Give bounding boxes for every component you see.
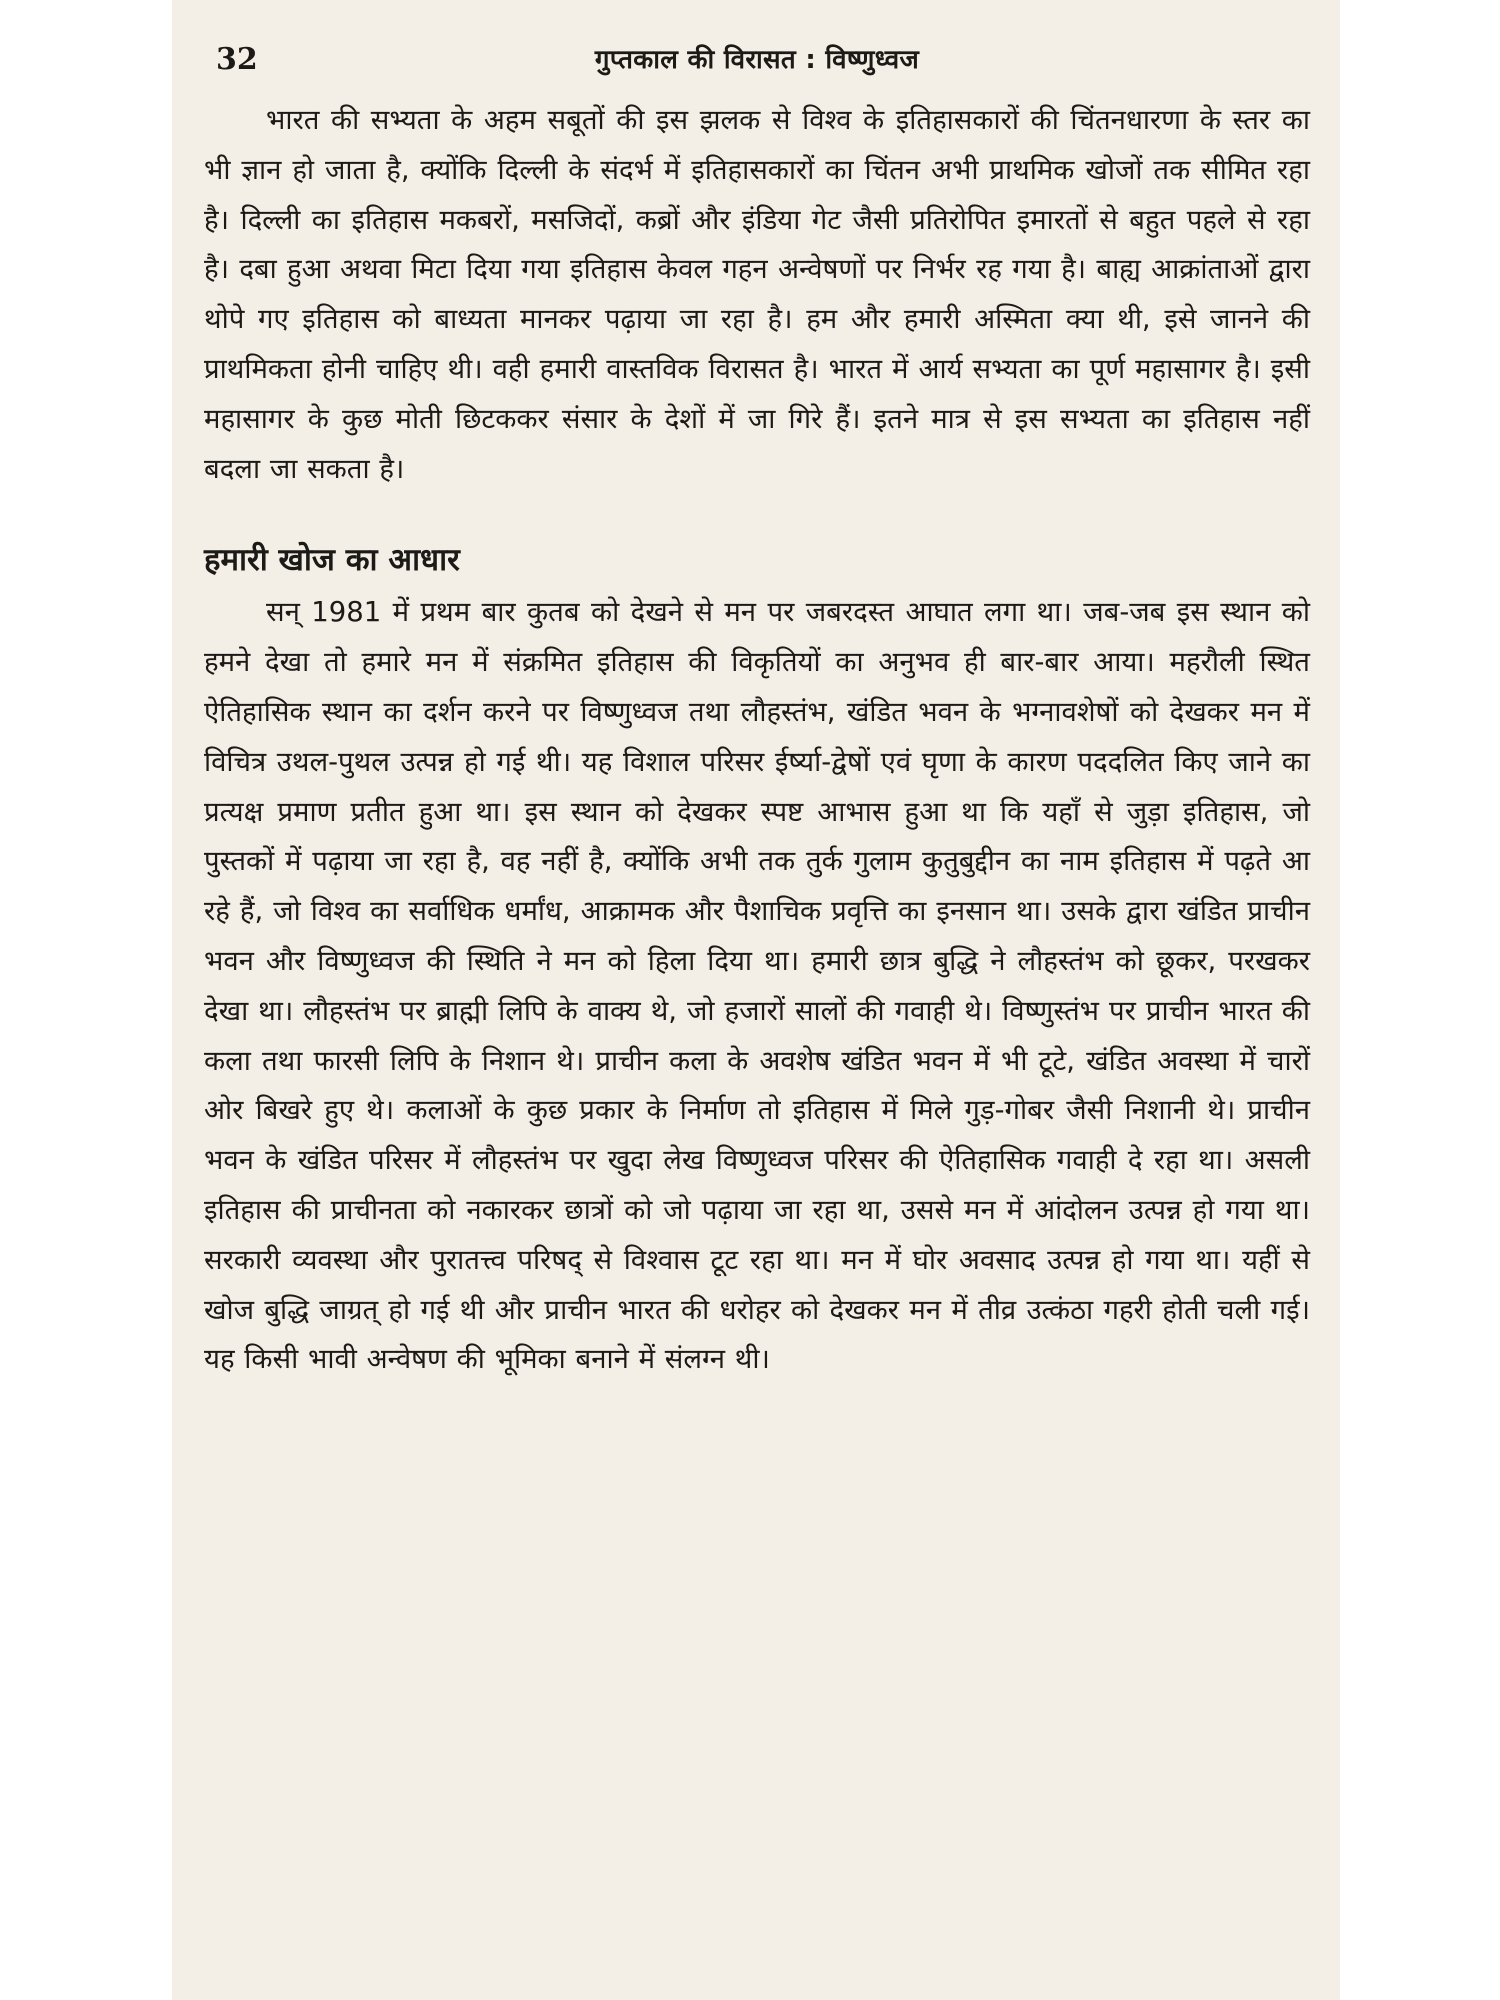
body-paragraph-2: सन् 1981 में प्रथम बार कुतब को देखने से मन पर जबरदस्त आघात लगा था। जब-जब इस स्थान को हमने देखा तो हमारे मन में संक्रमित इतिहास की विकृतियों का अनुभव ही बार-बार आया। महरौली स्थित ऐतिहासिक स्थान का दर्शन करने पर विष्णुध्वज तथा लौहस्तंभ, खंडित भवन के भग्नावशेषों को देखकर मन में विचित्र उथल-पुथल उत्पन्न हो गई थी। यह विशाल परिसर ईर्ष्या-द्वेषों एवं घृणा के कारण पददलित किए जाने का प्रत्यक्ष प्रमाण प्रतीत हुआ था। इस स्थान को देखकर स्पष्ट आभास हुआ था कि यहाँ से जुड़ा इतिहास, जो पुस्तकों में पढ़ाया जा रहा है, वह नहीं है, क्योंकि अभी तक तुर्क गुलाम कुतुबुद्दीन का नाम इतिहास में पढ़ते आ रहे हैं, जो विश्व का सर्वाधिक धर्मांध, आक्रामक और पैशाचिक प्रवृत्ति का इनसान था। उसके द्वारा खंडित प्राचीन भवन और विष्णुध्वज की स्थिति ने मन को हिला दिया था। हमारी छात्र बुद्धि ने लौहस्तंभ को छूकर, परखकर देखा था। लौहस्तंभ पर ब्राह्मी लिपि के वाक्य थे, जो हजारों सालों की गवाही थे। विष्णुस्तंभ पर प्राचीन भारत की कला तथा फारसी लिपि के निशान थे। प्राचीन कला के अवशेष खंडित भवन में भी टूटे, खंडित अवस्था में चारों ओर बिखरे हुए थे। कलाओं के कुछ प्रकार के निर्माण तो इतिहास में मिले गुड़-गोबर जैसी निशानी थे। प्राचीन भवन के खंडित परिसर में लौहस्तंभ पर खुदा लेख विष्णुध्वज परिसर की ऐतिहासिक गवाही दे रहा था। असली इतिहास की प्राचीनता को नकारकर छात्रों को जो पढ़ाया जा रहा था, उससे मन में आंदोलन उत्पन्न हो गया था। सरकारी व्यवस्था और पुरातत्त्व परिषद् से विश्वास टूट रहा था। मन में घोर अवसाद उत्पन्न हो गया था। यहीं से खोज बुद्धि जाग्रत् हो गई थी और प्राचीन भारत की धरोहर को देखकर मन में तीव्र उत्कंठा गहरी होती चली गई। यह किसी भावी अन्वेषण की भूमिका बनाने में संलग्न थी। bbox=[204, 596, 1310, 1376]
running-title: गुप्तकाल की विरासत : विष्णुध्वज bbox=[594, 45, 920, 75]
book-page bbox=[172, 0, 1340, 2000]
running-head bbox=[204, 38, 1310, 96]
body-paragraph-1: भारत की सभ्यता के अहम सबूतों की इस झलक से विश्व के इतिहासकारों की चिंतनधारणा के स्तर का भी ज्ञान हो जाता है, क्योंकि दिल्ली के संदर्भ में इतिहासकारों का चिंतन अभी प्राथमिक खोजों तक सीमित रहा है। दिल्ली का इतिहास मकबरों, मसजिदों, कब्रों और इंडिया गेट जैसी प्रतिरोपित इमारतों से बहुत पहले से रहा है। दबा हुआ अथवा मिटा दिया गया इतिहास केवल गहन अन्वेषणों पर निर्भर रह गया है। बाह्य आक्रांताओं द्वारा थोपे गए इतिहास को बाध्यता मानकर पढ़ाया जा रहा है। हम और हमारी अस्मिता क्या थी, इसे जानने की प्राथमिकता होनी चाहिए थी। वही हमारी वास्तविक विरासत है। भारत में आर्य सभ्यता का पूर्ण महासागर है। इसी महासागर के कुछ मोती छिटककर संसार के देशों में जा गिरे हैं। इतने मात्र से इस सभ्यता का इतिहास नहीं बदला जा सकता है। bbox=[204, 104, 1310, 485]
section-heading: हमारी खोज का आधार bbox=[204, 542, 460, 579]
page-number: 32 bbox=[216, 42, 258, 77]
